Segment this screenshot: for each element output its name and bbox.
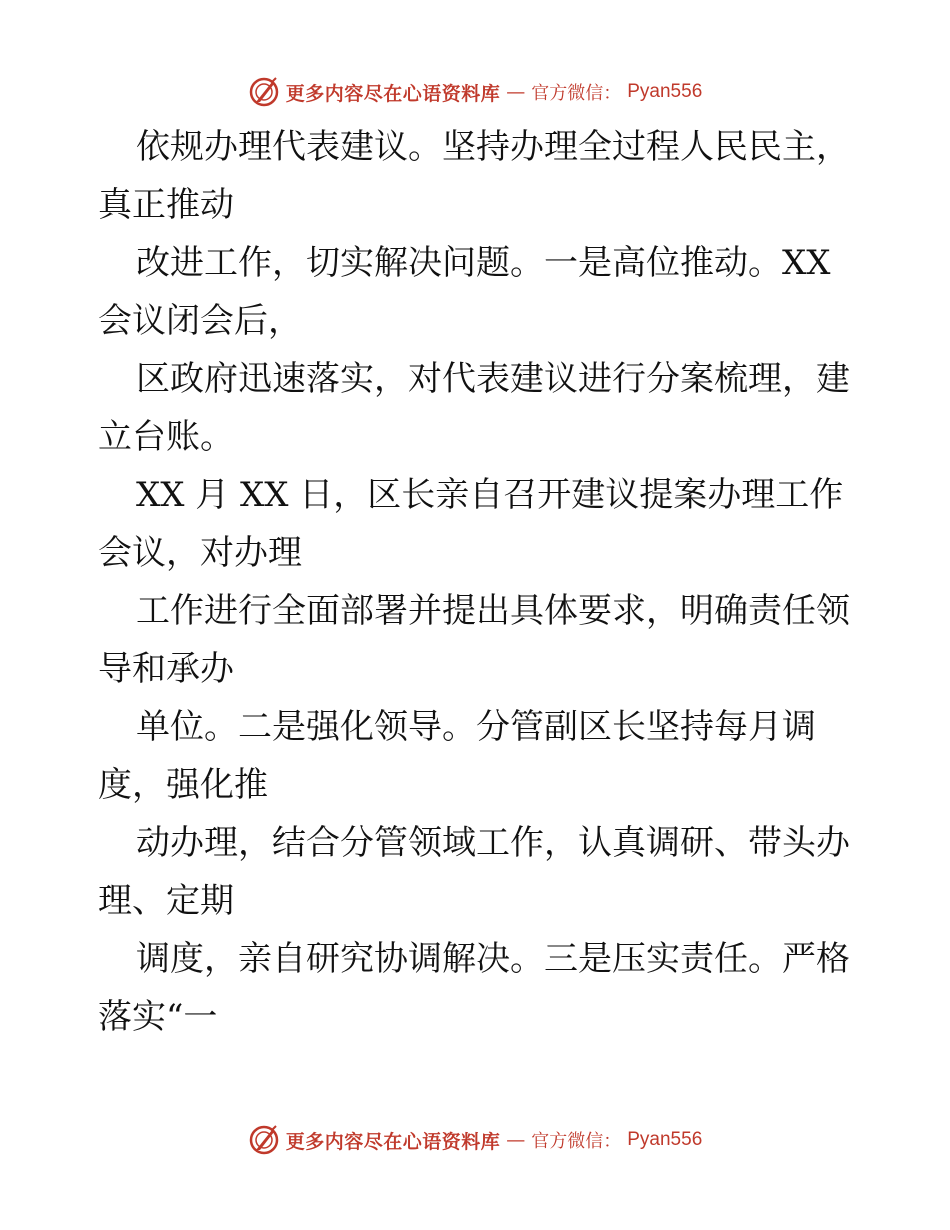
paragraph-line: 依规办理代表建议。坚持办理全过程人民民主， — [136, 127, 850, 167]
paragraph-line: 度，强化推 — [98, 765, 268, 805]
watermark-dash: — — [506, 1129, 526, 1151]
paragraph-line: 改进工作，切实解决问题。一是高位推动。XX — [136, 243, 831, 283]
watermark-site-text: 更多内容尽在心语资料库 — [285, 1130, 501, 1153]
paragraph-line: 会议，对办理 — [98, 533, 302, 573]
paragraph-line: 工作进行全面部署并提出具体要求，明确责任领 — [136, 591, 850, 631]
paragraph-line: 理、定期 — [98, 881, 234, 921]
quill-pen-logo-icon — [248, 76, 280, 108]
document-body — [98, 118, 858, 1046]
watermark-handle: Pyan556 — [627, 1129, 703, 1150]
paragraph-line: 区政府迅速落实，对代表建议进行分案梳理，建 — [136, 359, 850, 399]
quill-pen-logo-icon — [248, 1124, 280, 1156]
watermark-handle: Pyan556 — [627, 81, 703, 102]
watermark-label: 官方微信： — [531, 83, 622, 104]
paragraph-line: 真正推动 — [98, 185, 234, 225]
watermark-label: 官方微信： — [531, 1131, 622, 1152]
paragraph-line: 单位。二是强化领导。分管副区长坚持每月调 — [136, 707, 816, 747]
watermark-site-text: 更多内容尽在心语资料库 — [285, 82, 501, 105]
paragraph-line: 动办理，结合分管领域工作，认真调研、带头办 — [136, 823, 850, 863]
paragraph-line: 调度，亲自研究协调解决。三是压实责任。严格 — [136, 939, 850, 979]
header-watermark — [0, 72, 950, 112]
paragraph-line: 落实“一 — [98, 997, 218, 1037]
footer-watermark — [0, 1120, 950, 1160]
watermark-dash: — — [506, 81, 526, 103]
paragraph-line: XX 月 XX 日，区长亲自召开建议提案办理工作 — [136, 475, 844, 515]
paragraph-line: 会议闭会后， — [98, 301, 302, 341]
paragraph-line: 立台账。 — [98, 417, 234, 457]
paragraph-line: 导和承办 — [98, 649, 234, 689]
